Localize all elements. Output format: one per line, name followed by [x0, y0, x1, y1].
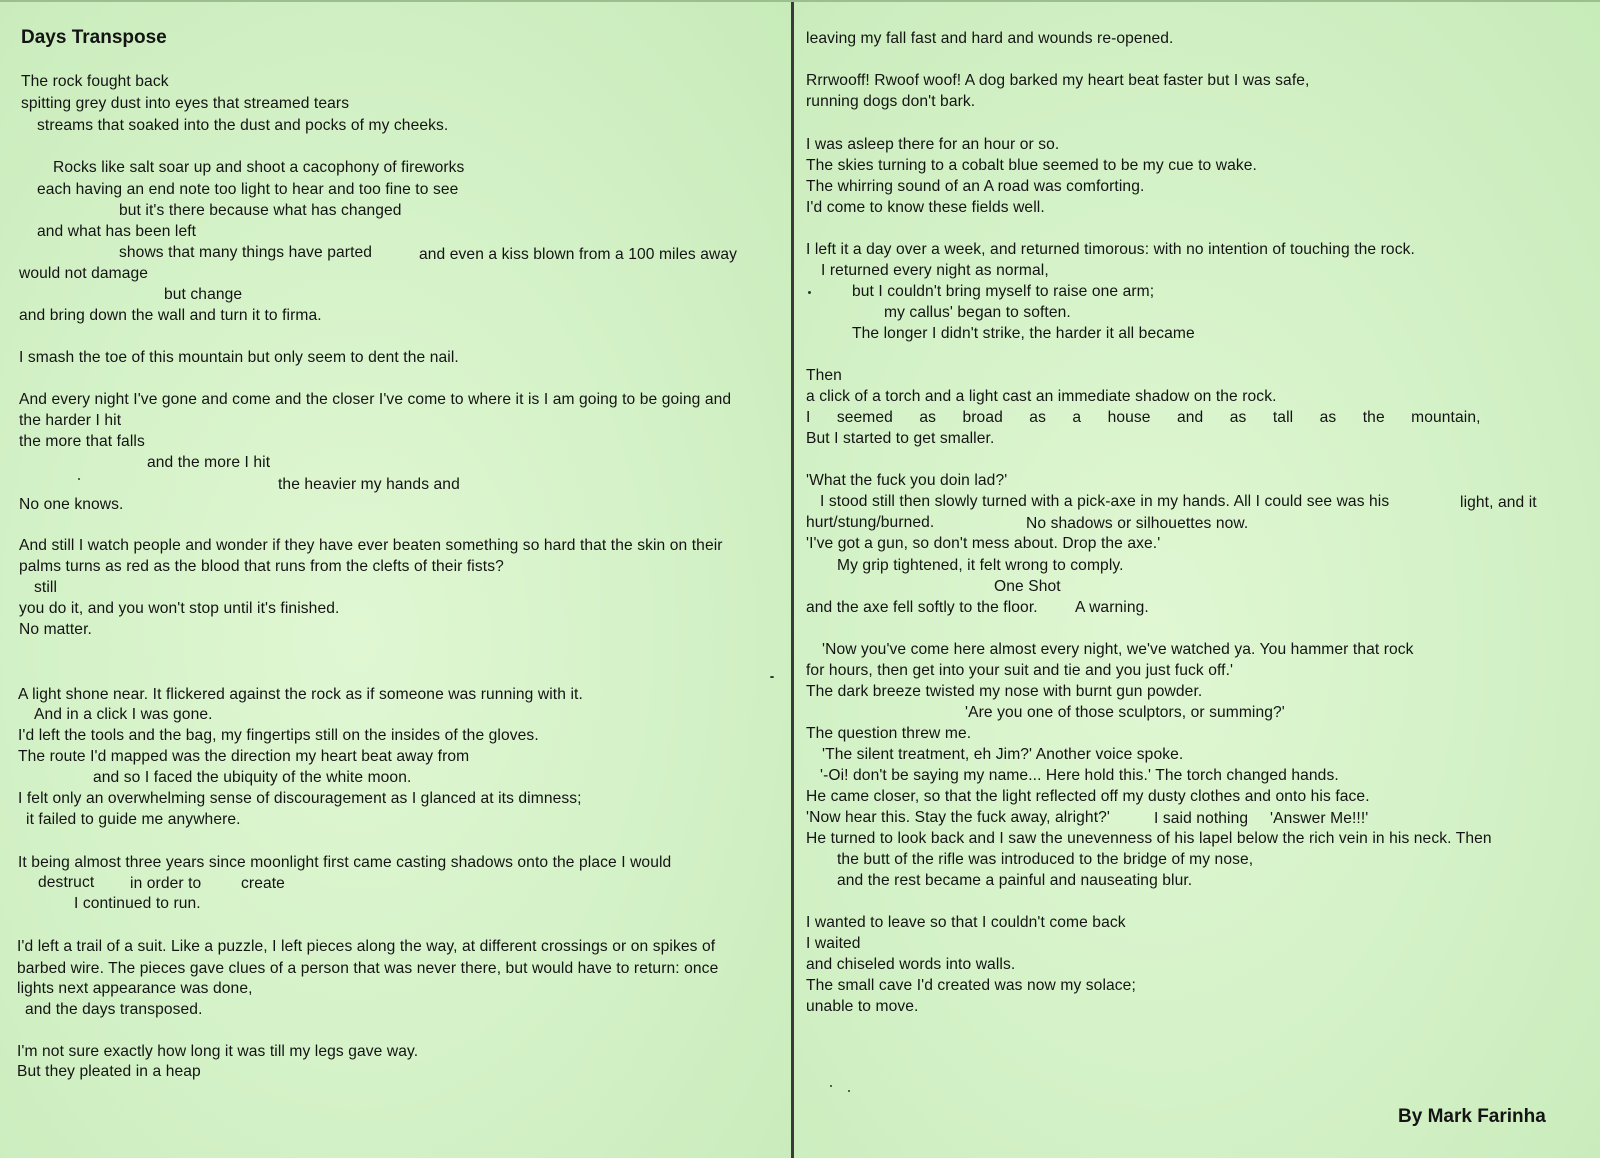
poem-line: I waited	[806, 935, 861, 952]
poem-line: I felt only an overwhelming sense of discouragement as I glanced at its dimness;	[18, 790, 582, 807]
poem-line: The longer I didn't strike, the harder it all became	[852, 325, 1195, 342]
poem-line: The route I'd mapped was the direction my heart beat away from	[18, 748, 470, 765]
poem-line: I wanted to leave so that I couldn't come back	[806, 914, 1126, 931]
poem-line: 'Answer Me!!!'	[1270, 810, 1369, 827]
poem-line: The small cave I'd created was now my solace;	[806, 977, 1136, 994]
poem-line: lights next appearance was done,	[17, 980, 253, 997]
poem-line: the butt of the rifle was introduced to the bridge of my nose,	[837, 851, 1254, 868]
poem-line: in order to	[130, 875, 202, 892]
poem-line: And still I watch people and wonder if they have ever beaten something so hard that the skin on their	[19, 537, 723, 554]
poem-line: 'Are you one of those sculptors, or summing?'	[965, 704, 1285, 721]
poem-line: shows that many things have parted	[119, 244, 373, 261]
poem-line: you do it, and you won't stop until it's finished.	[19, 600, 340, 617]
poem-line: I'd come to know these fields well.	[806, 199, 1045, 216]
poem-line: I smash the toe of this mountain but only seem to dent the nail.	[19, 349, 459, 366]
poem-line: running dogs don't bark.	[806, 93, 976, 110]
poem-line: destruct	[38, 874, 95, 891]
poem-line: still	[34, 579, 58, 596]
poem-title: Days Transpose	[21, 27, 167, 48]
paper-speck	[78, 478, 80, 480]
paper-speck	[848, 1090, 850, 1092]
poem-line: create	[241, 875, 285, 892]
poem-line: and even a kiss blown from a 100 miles away	[419, 246, 738, 263]
page-fold-divider	[791, 0, 794, 1162]
poem-line: '-Oi! don't be saying my name... Here hold this.' The torch changed hands.	[820, 767, 1339, 784]
poem-line: But I started to get smaller.	[806, 430, 995, 447]
poem-line: but change	[164, 286, 243, 303]
poem-line: palms turns as red as the blood that runs from the clefts of their fists?	[19, 558, 504, 575]
poem-line: hurt/stung/burned.	[806, 514, 935, 531]
poem-line: A light shone near. It flickered against the rock as if someone was running with it.	[18, 686, 583, 703]
poem-line: He came closer, so that the light reflected off my dusty clothes and onto his face.	[806, 788, 1370, 805]
poem-line: barbed wire. The pieces gave clues of a person that was never there, but would have to return: once	[17, 960, 719, 977]
poem-line: I'd left the tools and the bag, my fingertips still on the insides of the gloves.	[18, 727, 539, 744]
poem-line: I was asleep there for an hour or so.	[806, 136, 1060, 153]
poem-line: unable to move.	[806, 998, 919, 1015]
poem-line: I'm not sure exactly how long it was till my legs gave way.	[17, 1043, 419, 1060]
poem-line: I returned every night as normal,	[821, 262, 1049, 279]
poem-line: and what has been left	[37, 223, 197, 240]
poem-line: and the days transposed.	[25, 1001, 203, 1018]
left-page	[0, 0, 792, 1160]
poem-line: I seemed as broad as a house and as tall as the mountain,	[806, 409, 1481, 426]
right-page	[794, 0, 1600, 1160]
poem-line: streams that soaked into the dust and pocks of my cheeks.	[37, 117, 449, 134]
poem-line: and bring down the wall and turn it to firma.	[19, 307, 322, 324]
poem-line: 'Now you've come here almost every night, we've watched ya. You hammer that rock	[822, 641, 1414, 658]
poem-line: and chiseled words into walls.	[806, 956, 1016, 973]
poem-line: my callus' began to soften.	[884, 304, 1071, 321]
poem-line: each having an end note too light to hear and too fine to see	[37, 181, 459, 198]
poem-line: and the more I hit	[147, 454, 271, 471]
poem-line: light, and it	[1460, 494, 1537, 511]
poem-line: I continued to run.	[74, 895, 201, 912]
poem-line: I said nothing	[1154, 810, 1249, 827]
poem-line: a click of a torch and a light cast an immediate shadow on the rock.	[806, 388, 1277, 405]
top-edge	[0, 0, 1600, 2]
poem-line: Rocks like salt soar up and shoot a cacophony of fireworks	[53, 159, 465, 176]
poem-line: and the axe fell softly to the floor.	[806, 599, 1038, 616]
poem-line: leaving my fall fast and hard and wounds re-opened.	[806, 30, 1174, 47]
poem-line: I'd left a trail of a suit. Like a puzzle, I left pieces along the way, at different crossings or on spikes of	[17, 938, 716, 955]
poem-line: No one knows.	[19, 496, 124, 513]
poem-line: The rock fought back	[21, 73, 169, 90]
poem-line: I stood still then slowly turned with a pick-axe in my hands. All I could see was his	[820, 493, 1390, 510]
author-signature: By Mark Farinha	[1398, 1106, 1546, 1127]
poem-line: The question threw me.	[806, 725, 972, 742]
poem-line: But they pleated in a heap	[17, 1063, 201, 1080]
paper-speck	[830, 1085, 832, 1087]
poem-line: and the rest became a painful and nauseating blur.	[837, 872, 1193, 889]
poem-line: 'What the fuck you doin lad?'	[806, 472, 1008, 489]
poem-line: No matter.	[19, 621, 92, 638]
poem-line: One Shot	[994, 578, 1061, 595]
poem-line: the harder I hit	[19, 412, 122, 429]
paper-speck	[808, 291, 811, 294]
poem-line: Rrrwooff! Rwoof woof! A dog barked my heart beat faster but I was safe,	[806, 72, 1310, 89]
poem-line: It being almost three years since moonlight first came casting shadows onto the place I would	[18, 854, 672, 871]
poem-line: it failed to guide me anywhere.	[26, 811, 241, 828]
poem-line: the more that falls	[19, 433, 145, 450]
poem-line: and so I faced the ubiquity of the white moon.	[93, 769, 412, 786]
poem-line: the heavier my hands and	[278, 476, 460, 493]
poem-line: 'The silent treatment, eh Jim?' Another voice spoke.	[822, 746, 1184, 763]
poem-line: Then	[806, 367, 842, 384]
poem-line: A warning.	[1075, 599, 1149, 616]
poem-line: but I couldn't bring myself to raise one arm;	[852, 283, 1155, 300]
poem-line: 'Now hear this. Stay the fuck away, alright?'	[806, 809, 1110, 826]
paper-speck	[770, 676, 774, 678]
poem-line: spitting grey dust into eyes that streamed tears	[21, 95, 350, 112]
poem-line: No shadows or silhouettes now.	[1026, 515, 1249, 532]
poem-line: but it's there because what has changed	[119, 202, 402, 219]
poem-line: My grip tightened, it felt wrong to comply.	[837, 557, 1124, 574]
poem-line: would not damage	[19, 265, 149, 282]
poem-line: And in a click I was gone.	[34, 706, 213, 723]
poem-line: The skies turning to a cobalt blue seemed to be my cue to wake.	[806, 157, 1257, 174]
poem-line: And every night I've gone and come and the closer I've come to where it is I am going to be going and	[19, 391, 732, 408]
poem-line: The dark breeze twisted my nose with burnt gun powder.	[806, 683, 1203, 700]
poem-line: I left it a day over a week, and returned timorous: with no intention of touching the rock.	[806, 241, 1415, 258]
poem-line: 'I've got a gun, so don't mess about. Drop the axe.'	[806, 535, 1161, 552]
poem-line: He turned to look back and I saw the unevenness of his lapel below the rich vein in his neck. Then	[806, 830, 1492, 847]
bottom-edge	[0, 1158, 1600, 1162]
poem-line: for hours, then get into your suit and tie and you just fuck off.'	[806, 662, 1234, 679]
poem-line: The whirring sound of an A road was comforting.	[806, 178, 1145, 195]
